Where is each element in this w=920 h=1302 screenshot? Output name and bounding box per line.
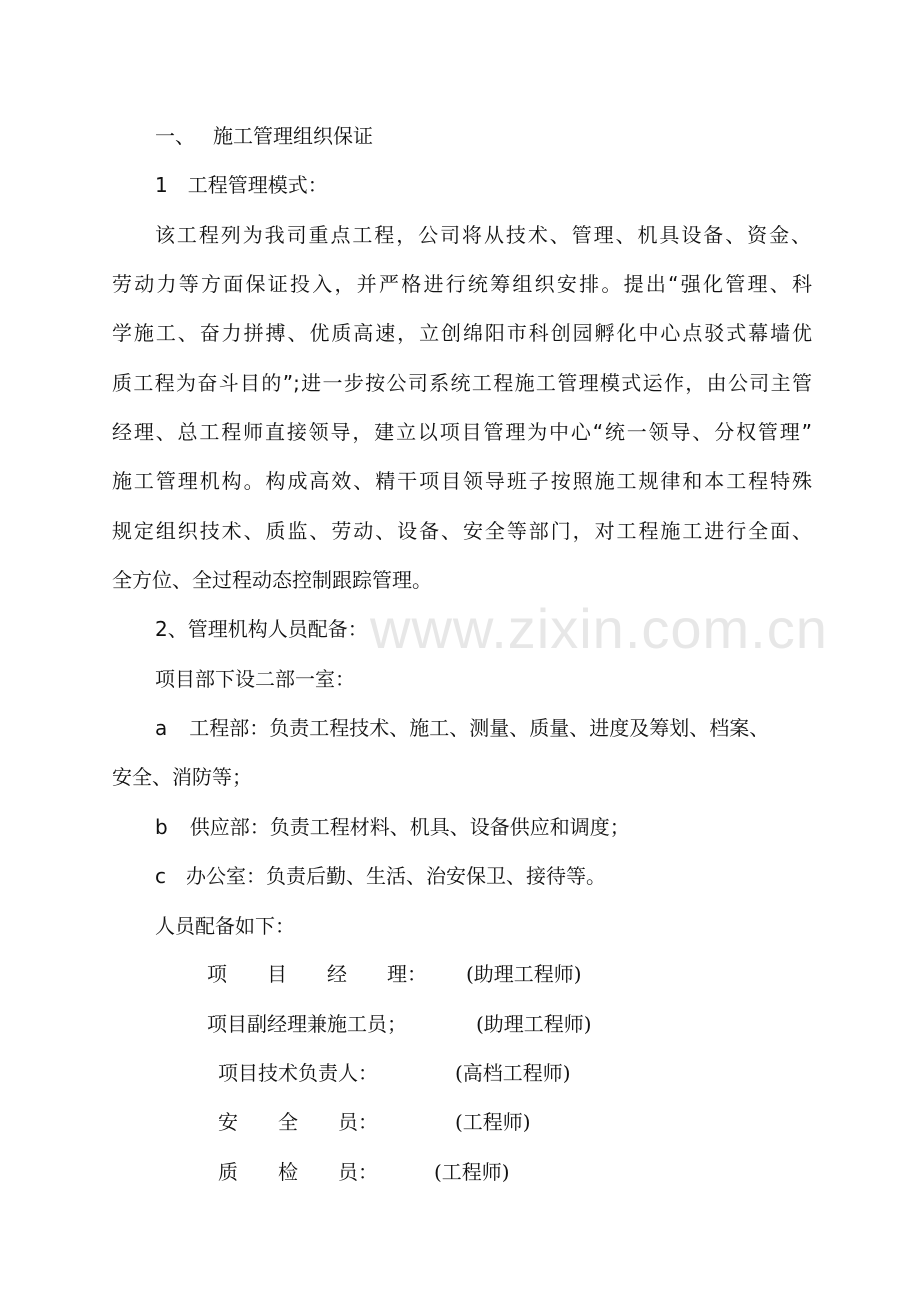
staff-role: 项目副经理兼施工员； [207, 1012, 407, 1036]
staff-title: (助理工程师) [466, 962, 582, 986]
mode-title: 工程管理模式： [187, 173, 328, 197]
paragraph-line: 规定组织技术、质监、劳动、设备、安全等部门，对工程施工进行全面、 [112, 519, 812, 543]
dept-b-text: 供应部：负责工程材料、机具、设备供应和调度； [189, 815, 630, 839]
staff-role: 项 目 经 理： [207, 962, 427, 986]
dept-a-text: 工程部：负责工程技术、施工、测量、质量、进度及筹划、档案、 [189, 716, 770, 740]
paragraph-line: 劳动力等方面保证投入，并严格进行统筹组织安排。提出“强化管理、科 [112, 272, 812, 296]
dept-c-letter: c [155, 864, 166, 888]
dept-c-text: 办公室：负责后勤、生活、治安保卫、接待等。 [186, 864, 606, 888]
paragraph-line: 经理、总工程师直接领导，建立以项目管理为中心“统一领导、分权管理” [112, 420, 812, 444]
mode-heading [155, 172, 328, 198]
section-number: 一、 [155, 124, 195, 148]
staff-title: (高档工程师) [455, 1061, 571, 1085]
paragraph-line: 学施工、奋力拼搏、优质高速，立创绵阳市科创园孵化中心点驳式幕墙优 [112, 321, 812, 345]
dept-b-letter: b [155, 815, 168, 839]
staff-title: (工程师) [455, 1110, 531, 1134]
paragraph-line: 施工管理机构。构成高效、精干项目领导班子按照施工规律和本工程特殊 [112, 469, 812, 493]
paragraph-line: 该工程列为我司重点工程，公司将从技术、管理、机具设备、资金、 [155, 223, 811, 247]
staff-role: 安 全 员： [218, 1110, 378, 1134]
staff-title: (工程师) [434, 1160, 510, 1184]
paragraph-line: 全方位、全过程动态控制跟踪管理。 [112, 568, 432, 592]
staff-role: 项目技术负责人： [218, 1061, 378, 1085]
dept-a [155, 715, 769, 741]
section-title: 施工管理组织保证 [213, 124, 373, 148]
paragraph-line: 质工程为奋斗目的”;进一步按公司系统工程施工管理模式运作，由公司主管 [112, 371, 812, 395]
dept-a-continued: 安全、消防等； [112, 765, 252, 789]
section-heading [155, 123, 373, 149]
mode-number: 1 [155, 173, 168, 197]
watermark: www.zixin.com.cn [370, 597, 828, 660]
staff-role: 质 检 员： [218, 1160, 378, 1184]
staff-intro: 人员配备如下： [155, 914, 295, 938]
dept-intro: 项目部下设二部一室： [155, 667, 355, 691]
staff-title: (助理工程师) [476, 1012, 592, 1036]
staffing-heading: 2、管理机构人员配备： [155, 617, 368, 641]
dept-b [155, 814, 630, 840]
dept-c [155, 863, 606, 889]
dept-a-letter: a [155, 716, 168, 740]
